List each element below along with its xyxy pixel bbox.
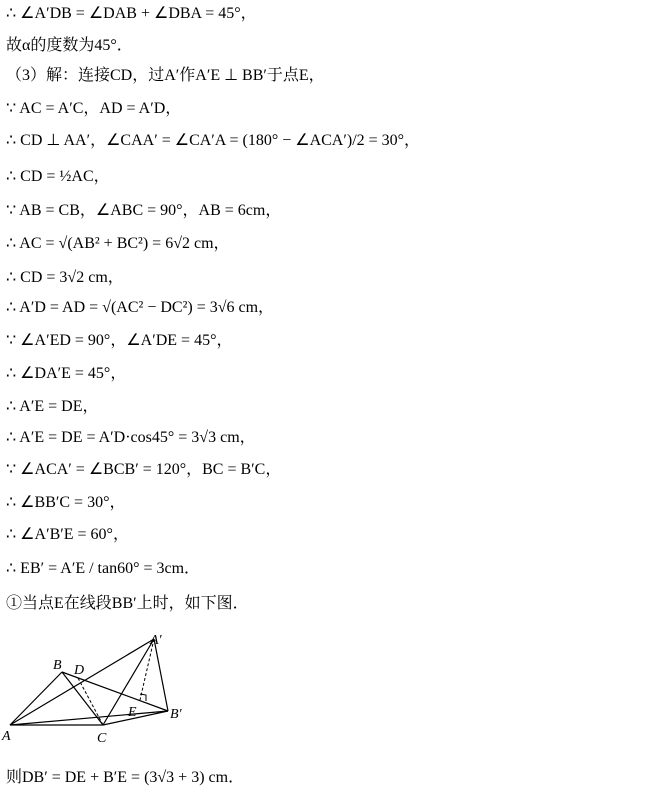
- label-E: E: [128, 705, 137, 720]
- solution-line-8: ∴ AC = √(AB² + BC²) = 6√2 cm，: [6, 235, 230, 252]
- segment-A-prime-B-prime: [154, 639, 168, 711]
- solution-line-19: ①当点E在线段BB′上时，如下图．: [6, 595, 249, 612]
- label-A-prime: A′: [150, 633, 162, 648]
- solution-line-12: ∴ ∠DA′E = 45°，: [6, 365, 127, 382]
- solution-line-9: ∴ CD = 3√2 cm，: [6, 269, 124, 286]
- solution-line-5: ∴ CD ⊥ AA′，∠CAA′ = ∠CA′A = (180° − ∠ACA′)/2 = 30°，: [6, 132, 421, 149]
- solution-line-6: ∴ CD = ½AC，: [6, 168, 110, 185]
- solution-line-4: ∵ AC = A′C，AD = A′D，: [6, 100, 182, 117]
- solution-line-7: ∵ AB = CB，∠ABC = 90°，AB = 6cm，: [6, 202, 282, 219]
- segment-AB-prime: [10, 711, 168, 725]
- solution-line-13: ∴ A′E = DE，: [6, 398, 99, 415]
- label-A: A: [2, 729, 11, 744]
- solution-line-11: ∵ ∠A′ED = 90°，∠A′DE = 45°，: [6, 332, 233, 349]
- solution-line-2: 故α的度数为45°．: [6, 37, 133, 54]
- solution-line-20: 则DB′ = DE + B′E = (3√3 + 3) cm．: [6, 769, 245, 786]
- segment-A-prime-E-dashed: [140, 639, 154, 700]
- label-D: D: [74, 663, 85, 678]
- solution-line-17: ∴ ∠A′B′E = 60°，: [6, 526, 129, 543]
- geometry-figure: [0, 632, 200, 747]
- label-B: B: [53, 658, 62, 673]
- solution-line-15: ∵ ∠ACA′ = ∠BCB′ = 120°，BC = B′C，: [6, 461, 282, 478]
- solution-line-16: ∴ ∠BB′C = 30°，: [6, 494, 126, 511]
- label-C: C: [97, 731, 107, 746]
- solution-line-10: ∴ A′D = AD = √(AC² − DC²) = 3√6 cm，: [6, 299, 275, 316]
- solution-line-3: （3）解：连接CD，过A′作A′E ⊥ BB′于点E，: [6, 67, 325, 84]
- label-B-prime: B′: [170, 707, 182, 722]
- solution-line-18: ∴ EB′ = A′E / tan60° = 3cm．: [6, 560, 201, 577]
- solution-line-1: ∴ ∠A′DB = ∠DAB + ∠DBA = 45°，: [6, 5, 257, 22]
- solution-line-14: ∴ A′E = DE = A′D·cos45° = 3√3 cm，: [6, 429, 256, 446]
